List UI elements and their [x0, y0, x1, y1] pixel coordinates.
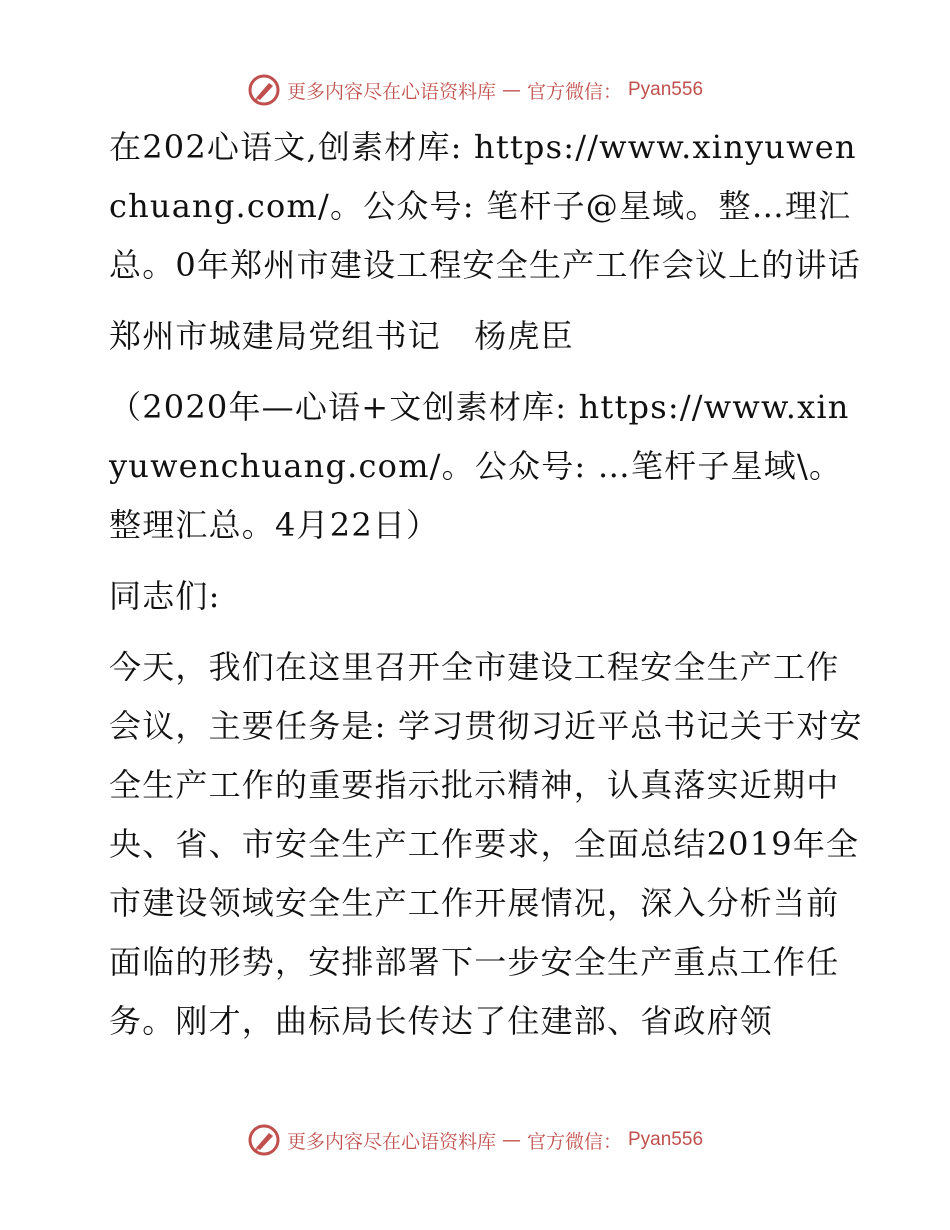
body-paragraph: 今天，我们在这里召开全市建设工程安全生产工作会议，主要任务是: 学习贯彻习近平总书记关于对安全生产工作的重要指示批示精神，认真落实近期中央、省、市安全生产工作要求，全面总结2019年全市建设领域安全生产工作开展情况，深入分析当前面临的形势，安排部署下一步安全生产重点工作任务。刚才，曲标局长传达了住建部、省政府领	[109, 648, 863, 1040]
watermark-official-label: 官方微信：	[526, 1130, 622, 1153]
pen-logo-icon	[247, 73, 281, 107]
watermark-separator: —	[501, 1129, 521, 1151]
header-watermark	[0, 73, 950, 107]
pen-logo-icon	[247, 1123, 281, 1157]
speaker-line: 郑州市城建局党组书记 杨虎臣	[109, 317, 574, 355]
watermark-official-label: 官方微信：	[526, 80, 622, 103]
watermark-text: 更多内容尽在心语资料库	[286, 80, 496, 103]
watermark-account: Pyan556	[628, 79, 704, 100]
watermark-text: 更多内容尽在心语资料库	[286, 1130, 496, 1153]
date-paragraph: （2020年—心语+文创素材库: https://www.xinyuwenchuang.com/。公众号: …笔杆子星域\。整理汇总。4月22日）	[109, 388, 850, 544]
document-title-paragraph: 在202心语文,创素材库: https://www.xinyuwenchuang.com/。公众号: 笔杆子@星域。整…理汇总。0年郑州市建设工程安全生产工作会议上的讲话	[109, 128, 861, 284]
document-body	[97, 118, 867, 1051]
watermark-account: Pyan556	[628, 1129, 704, 1150]
watermark-separator: —	[501, 79, 521, 101]
footer-watermark	[0, 1123, 950, 1157]
salutation: 同志们:	[109, 577, 221, 615]
